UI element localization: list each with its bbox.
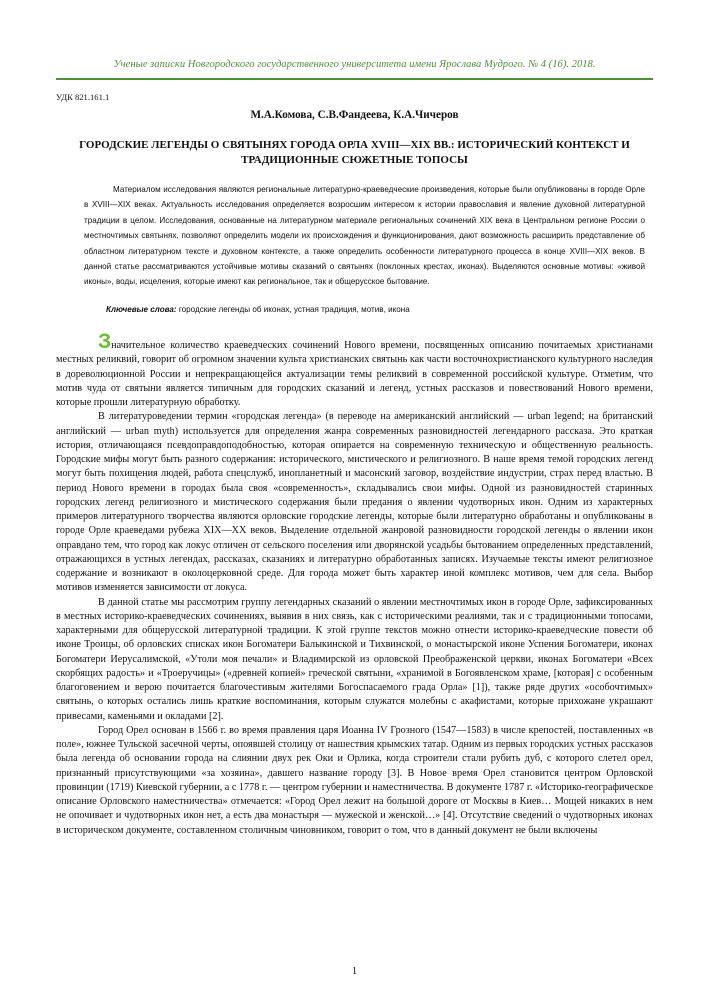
body-paragraph-2: В литературоведении термин «городская легенда» (в переводе на американский английский — urban legend; на британский английский — urban myth) используется для определения жанра современных разновидностей легендарного рассказа. Это краткая история, отличающаяся псевдоправдоподобностью, которая опирается на современную техническую и общественную реальность. Городские мифы могут быть разного содержания: исторического, мистического и религиозного. В наше время темой городских легенд могут быть похищения людей, работа спецслужб, инопланетный и масонский заговор, воздействие индустрии, страх перед властью. В период Нового времени в городах была своя «современность», складывались свои мифы. Одной из разновидностей старинных городских легенд религиозного и мистического содержания были предания о явлении чудотворных икон. Одним из характерных примеров литературного творчества являются орловские городские легенды, которые были литературно обработаны и опубликованы в городе Орле краеведами рубежа XIX—XX веков. Выделение отдельной жанровой разновидности городской легенды о явлении икон оправдано тем, что город как локус отличен от сельского поселения или дворянской усадьбы бытованием определенных представлений, отражающихся в устных легендах, рассказах, сказаниях и литературно обработанных записях. Изучаемые тексты имеют религиозное содержание и возникают в околоцерковной среде. Для города может быть характер иной комплекс мотивов, чем для села. Выбор мотивов изменяется зависимости от локуса. <box>56 411 653 594</box>
body-paragraph-1-text: начительное количество краеведческих сочинений Нового времени, посвященных описанию почитаемых христианами местных реликвий, говорит об огромном значении культа христианских святынь как части восточнохристианского культурного наследия в дореволюционной России и непрекращающейся актуализации темы реликвий в современной российской культуре. Отметим, что мотив чуда от святыни является типичным для городских сказаний и легенд, устных рассказов и повествований Нового времени, которые прошли литературную обработку. <box>56 340 653 408</box>
keywords-text: городские легенды об иконах, устная традиция, мотив, икона <box>176 305 410 314</box>
body-paragraph-3: В данной статье мы рассмотрим группу легендарных сказаний о явлении местночтимых икон в городе Орле, зафиксированных в местных историко-краеведческих сочинениях, выявив в них связь, как с историческими реалиями, так и с традиционными топосами, характерными для общерусской литературной традиции. К этой группе текстов можно отнести историко-краеведческие повести об иконе Троицы, об орловских списках икон Богоматери Балыкинской и Тихвинской, о монастырской иконе Успения Богоматери, иконах Богоматери Иерусалимской, «Утоли моя печали» и Владимирской из орловской Преображенской церкви, иконах Богоматери «Всех скорбящих радость» и «Троеручицы» («древней копией» греческой святыни, «хранимой в Богоявленском храме, [которая] с особенным благоговением и верою почитается благочестивым жителями Богоспасаемого града Орла» [1]), также ряде других «особочтимых» святынь, о которых остались лишь краткие воспоминания, которым служатся молебны с акафистами, которые прихожане украшают привесами, каменьями и окладами [2]. <box>56 596 653 722</box>
keywords-label: Ключевые слова: <box>106 305 177 314</box>
page-number: 1 <box>351 966 358 977</box>
header-divider <box>56 78 653 80</box>
authors: М.А.Комова, С.В.Фандеева, К.А.Чичеров <box>250 109 459 121</box>
drop-cap: З <box>98 330 112 353</box>
abstract: Материалом исследования являются региональные литературно-краеведческие произведения, которые были опубликованы в городе Орле в XVIII—XIX веках. Актуальность исследования определяется возросшим интересом к истории православия и явление духовной литературной традиции в целом. Исследования, основанные на литературном материале региональных сочинений XIX века в Центральном регионе России о местночтимых святынях, позволяют определить модели их происхождения и функционирования, дают возможность расширить представление об областном литературном тексте и духовном контексте, а также определить особенности литературного процесса в конце XVIII—XIX веков. В данной статье рассматриваются устойчивые мотивы сказаний о святынях (поклонных крестах, иконах). Выделяются основные мотивы: «живой иконы», воды, исцеления, которые имеют как региональное, так и общерусское бытование. <box>84 185 645 287</box>
keywords <box>84 302 645 317</box>
journal-header: Ученые записки Новгородского государственного университета имени Ярослава Мудрого. № 4 (16). 2018. <box>113 59 596 70</box>
body-paragraph-4: Город Орел основан в 1566 г. во время правления царя Иоанна IV Грозного (1547—1583) в числе крепостей, поставленных «в поле», южнее Тульской засечной черты, опоявшей столицу от нашествия крымских татар. Одним из первых городских устных рассказов была легенда об основании города на слиянии двух рек Оки и Орлика, когда строители стали рубить дуб, с которого слетел орел, признанный присутствующими «за хозяина», давшего название городу [3]. В Новое время Орел становится центром Орловской провинции (1719) Киевской губернии, а с 1778 г. — центром губернии и наместничества. В документе 1787 г. «Историко-географическое описание Орловского наместничества» отмечается: «Город Орел лежит на большой дороге от Москвы в Киев… Мощей никаких в нем не опочивает и чудотворных икон нет, а есть два монастыря — мужеской и женской…» [4]. Отсутствие сведений о чудотворных иконах в историческом документе, составленном столичным чиновником, говорит о том, что в данный документ не были включены <box>56 724 653 836</box>
udk-code: УДК 821.161.1 <box>56 92 110 102</box>
article-body <box>56 330 653 838</box>
body-paragraph-1 <box>56 330 653 410</box>
article-title: ГОРОДСКИЕ ЛЕГЕНДЫ О СВЯТЫНЯХ ГОРОДА ОРЛА XVIII—XIX ВВ.: ИСТОРИЧЕСКИЙ КОНТЕКСТ И ТРАДИЦИОННЫЕ СЮЖЕТНЫЕ ТОПОСЫ <box>79 139 630 166</box>
